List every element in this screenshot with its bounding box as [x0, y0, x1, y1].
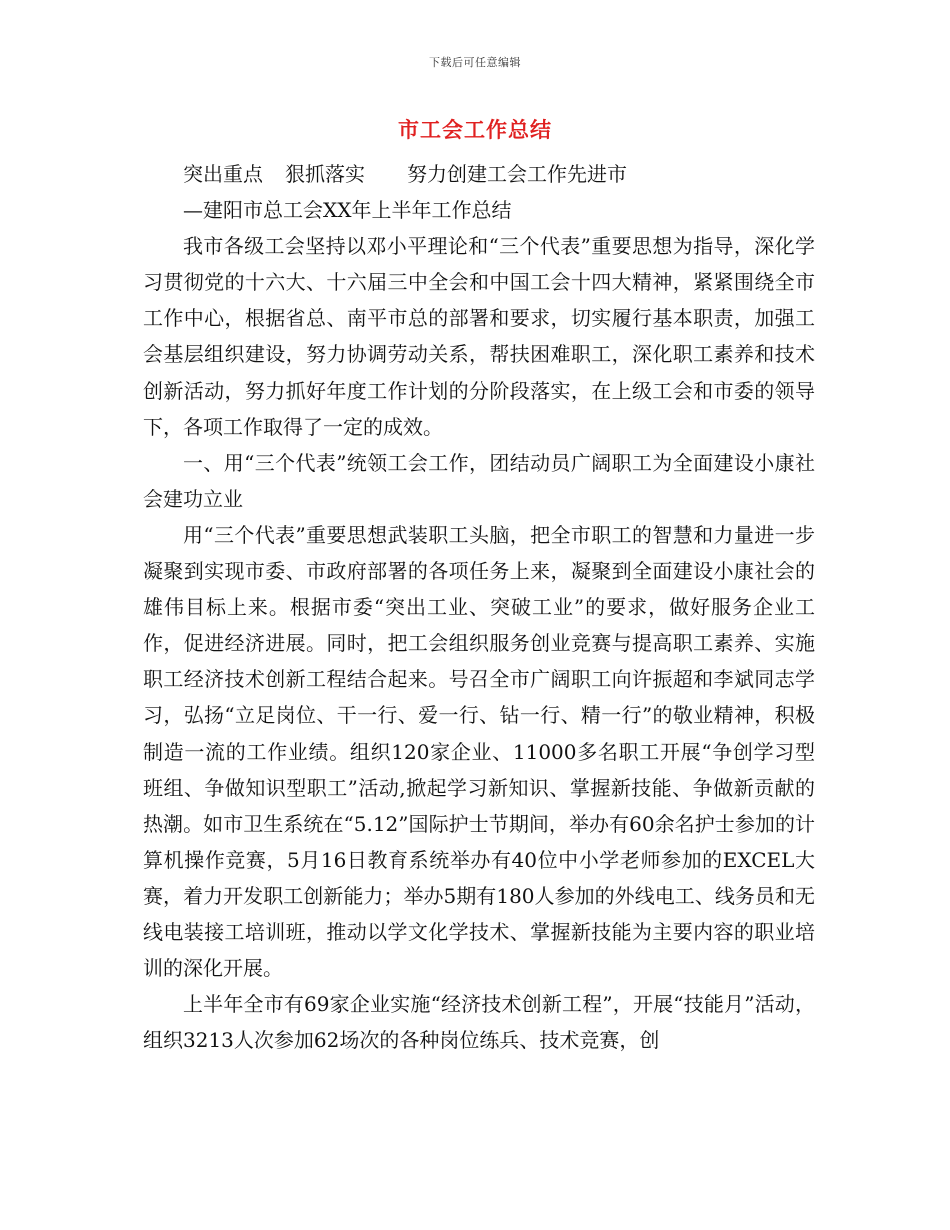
subtitle-part-3: 努力创建工会工作先进市	[407, 162, 627, 186]
paragraph-section-1: 用“三个代表”重要思想武装职工头脑，把全市职工的智慧和力量进一步凝聚到实现市委、市政府部署的各项任务上来，凝聚到全面建设小康社会的雄伟目标上来。根据市委“突出工业、突破工业”的要求，做好服务企业工作，促进经济进展。同时，把工会组织服务创业竞赛与提高职工素养、实施职工经济技术创新工程结合起来。号召全市广阔职工向许振超和李斌同志学习，弘扬“立足岗位、干一行、爱一行、钻一行、精一行”的敬业精神，积极制造一流的工作业绩。组织120家企业、11000多名职工开展“争创学习型班组、争做知识型职工”活动,掀起学习新知识、掌握新技能、争做新贡献的热潮。如市卫生系统在“5.12”国际护士节期间，举办有60余名护士参加的计算机操作竞赛，5月16日教育系统举办有40位中小学老师参加的EXCEL大赛，着力开发职工创新能力；举办5期有180人参加的外线电工、线务员和无线电装接工培训班，推动以学文化学技术、掌握新技能为主要内容的职业培训的深化开展。	[143, 522, 815, 981]
page-title: 市工会工作总结	[398, 117, 552, 142]
paragraph-section-1-cont: 上半年全市有69家企业实施“经济技术创新工程”，开展“技能月”活动，组织3213人次参加62场次的各种岗位练兵、技术竞赛，创	[143, 992, 815, 1053]
subtitle-line	[143, 156, 815, 192]
section-heading-1: 一、用“三个代表”统领工会工作，团结动员广阔职工为全面建设小康社会建功立业	[143, 450, 815, 511]
subtitle-part-2: 狠抓落实	[285, 162, 365, 186]
paragraph-intro: 我市各级工会坚持以邓小平理论和“三个代表”重要思想为指导，深化学习贯彻党的十六大、十六届三中全会和中国工会十四大精神，紧紧围绕全市工作中心，根据省总、南平市总的部署和要求，切实履行基本职责，加强工会基层组织建设，努力协调劳动关系，帮扶困难职工，深化职工素养和技术创新活动，努力抓好年度工作计划的分阶段落实，在上级工会和市委的领导下，各项工作取得了一定的成效。	[143, 234, 815, 439]
subtitle-line-2: —建阳市总工会XX年上半年工作总结	[183, 198, 512, 223]
document-body	[143, 156, 815, 1058]
header-note: 下载后可任意编辑	[429, 56, 521, 69]
subtitle-part-1: 突出重点	[183, 162, 263, 186]
